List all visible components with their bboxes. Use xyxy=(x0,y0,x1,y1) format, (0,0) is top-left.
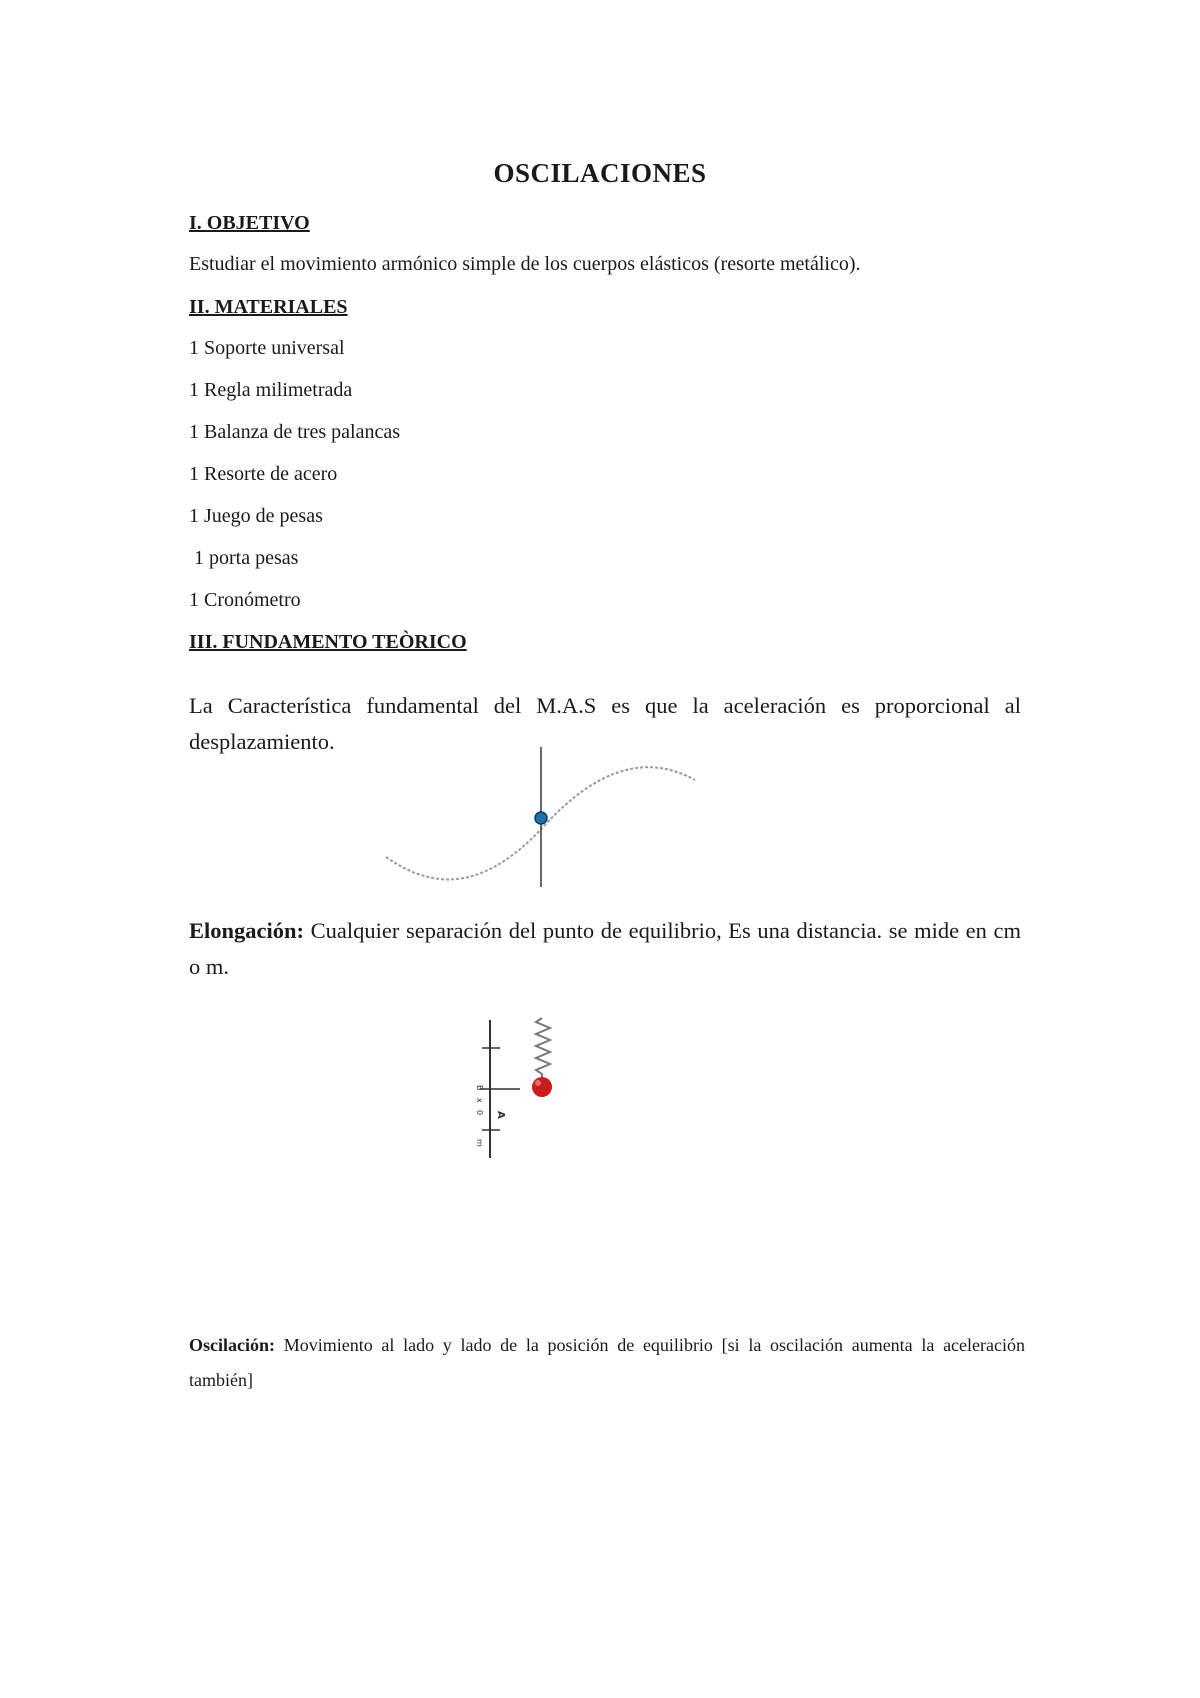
ruler-label: m xyxy=(475,1139,484,1147)
ruler-label: A xyxy=(495,1111,506,1119)
mass-ball xyxy=(532,1077,552,1097)
ruler-label: 0 xyxy=(475,1110,484,1116)
ruler-label: x xyxy=(475,1098,484,1103)
material-item: 1 Juego de pesas xyxy=(189,505,323,527)
page-title: OSCILACIONES xyxy=(493,158,707,188)
theory-heading: III. FUNDAMENTO TEÒRICO xyxy=(189,631,467,653)
material-item: 1 porta pesas xyxy=(189,547,299,569)
elongation-paragraph xyxy=(189,913,1021,985)
elongation-term: Elongación: xyxy=(189,918,305,943)
material-item: 1 Balanza de tres palancas xyxy=(189,421,401,443)
spring-mass-figure xyxy=(472,1012,582,1162)
material-item: 1 Soporte universal xyxy=(189,337,345,359)
material-item: 1 Regla milimetrada xyxy=(189,379,353,401)
material-item: 1 Resorte de acero xyxy=(189,463,338,485)
ruler-label: B xyxy=(475,1085,484,1091)
oscillating-point xyxy=(535,812,547,824)
objective-text: Estudiar el movimiento armónico simple de los cuerpos elásticos (resorte metálico). xyxy=(189,253,861,275)
elongation-text: Cualquier separación del punto de equilibrio, Es una distancia. se mide en cm o m. xyxy=(189,918,1021,979)
materials-heading: II. MATERIALES xyxy=(189,296,348,318)
objective-heading: I. OBJETIVO xyxy=(189,212,310,234)
oscillation-text: Movimiento al lado y lado de la posición de equilibrio [si la oscilación aumenta la aceleración también] xyxy=(189,1335,1025,1390)
oscillation-paragraph xyxy=(189,1328,1025,1398)
material-item: 1 Cronómetro xyxy=(189,589,301,611)
theory-intro: La Característica fundamental del M.A.S es que la aceleración es proporcional al desplazamiento. xyxy=(189,693,1021,754)
mass-ball-highlight xyxy=(535,1080,541,1086)
sine-wave-figure xyxy=(380,745,710,895)
oscillation-term: Oscilación: xyxy=(189,1335,275,1355)
spring-coil xyxy=(536,1018,550,1079)
